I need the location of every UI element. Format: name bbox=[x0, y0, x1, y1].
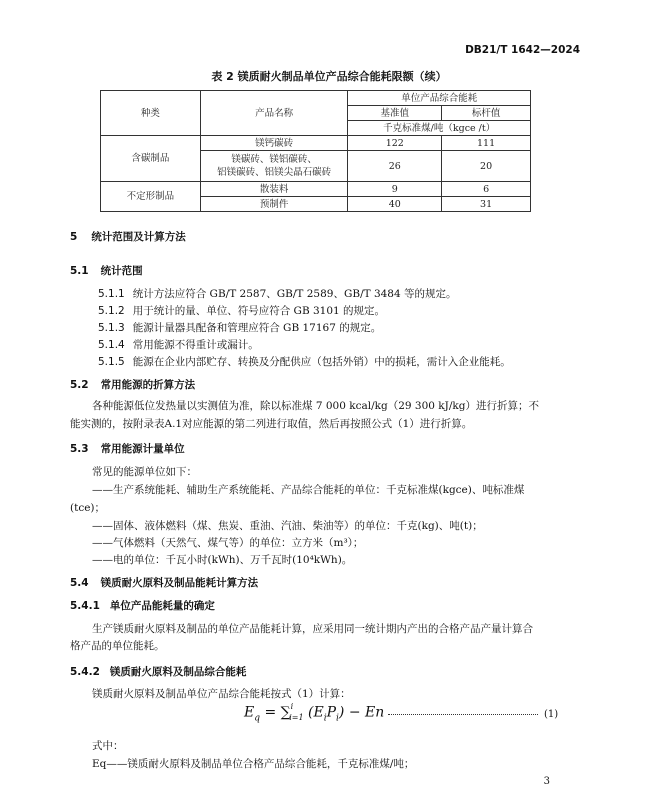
energy-formula: $E_q = \sum^i_{i=1}$ $(E_iP_i) - En$ bbox=[244, 702, 385, 724]
clause-5-1-4 bbox=[98, 337, 259, 352]
leader-dots bbox=[388, 714, 538, 715]
clause-text: 常用能源不得重计或漏计。 bbox=[132, 339, 259, 351]
section-number: 5 bbox=[70, 231, 78, 243]
section-title: 常用能源的折算方法 bbox=[100, 379, 196, 391]
clause-number: 5.1.5 bbox=[98, 356, 125, 368]
section-5-4-2-heading bbox=[70, 664, 246, 679]
section-number: 5.4.1 bbox=[70, 600, 100, 612]
advanced-value-cell: 111 bbox=[442, 136, 531, 151]
product-cell: 镁碳砖、镁铝碳砖、 铝镁碳砖、铝镁尖晶石碳砖 bbox=[200, 151, 348, 182]
energy-limit-table bbox=[100, 90, 531, 212]
base-value-cell: 40 bbox=[348, 197, 442, 212]
section-title: 常用能源计量单位 bbox=[100, 443, 185, 455]
list-item: ——生产系统能耗、辅助生产系统能耗、产品综合能耗的单位：千克标准煤(kgce)、吨标准煤 bbox=[92, 484, 525, 496]
header-base-value: 基准值 bbox=[348, 106, 442, 121]
clause-text: 统计方法应符合 GB/T 2587、GB/T 2589、GB/T 3484 等的规定。 bbox=[132, 288, 457, 300]
clause-number: 5.1.4 bbox=[98, 339, 125, 351]
clause-5-1-3 bbox=[98, 320, 381, 335]
header-energy-group: 单位产品综合能耗 bbox=[348, 91, 531, 106]
paragraph-line: 格产品的单位能耗。 bbox=[70, 640, 165, 652]
section-title: 单位产品能耗量的确定 bbox=[109, 600, 215, 612]
advanced-value-cell: 20 bbox=[442, 151, 531, 182]
section-number: 5.4.2 bbox=[70, 666, 100, 678]
paragraph-line: 能实测的，按附录表A.1对应能源的第二列进行取值，然后再按照公式（1）进行折算。 bbox=[70, 418, 473, 430]
section-number: 5.3 bbox=[70, 443, 89, 455]
clause-text: 能源计量器具配备和管理应符合 GB 17167 的规定。 bbox=[132, 322, 382, 334]
header-unit: 千克标准煤/吨（kgce /t） bbox=[348, 121, 531, 136]
list-item: ——固体、液体燃料（煤、焦炭、重油、汽油、柴油等）的单位：千克(kg)、吨(t)； bbox=[92, 520, 483, 532]
section-5-2-heading bbox=[70, 377, 195, 392]
header-advanced-value: 标杆值 bbox=[442, 106, 531, 121]
clause-number: 5.1.1 bbox=[98, 288, 125, 300]
base-value-cell: 26 bbox=[348, 151, 442, 182]
section-title: 镁质耐火原料及制品能耗计算方法 bbox=[100, 577, 259, 589]
clause-number: 5.1.2 bbox=[98, 305, 125, 317]
section-5-heading bbox=[70, 229, 186, 244]
clause-5-1-1 bbox=[98, 286, 457, 301]
product-cell: 预制件 bbox=[200, 197, 348, 212]
table-title: 表 2 镁质耐火制品单位产品综合能耗限额（续） bbox=[211, 70, 447, 83]
clause-text: 能源在企业内部贮存、转换及分配供应（包括外销）中的损耗，需计入企业能耗。 bbox=[132, 356, 511, 368]
base-value-cell: 122 bbox=[348, 136, 442, 151]
document-id: DB21/T 1642—2024 bbox=[465, 44, 580, 56]
header-category: 种类 bbox=[101, 91, 201, 136]
advanced-value-cell: 6 bbox=[442, 182, 531, 197]
list-item: ——电的单位：千瓦小时(kWh)、万千瓦时(10⁴kWh)。 bbox=[92, 554, 353, 566]
section-title: 统计范围及计算方法 bbox=[91, 231, 186, 243]
base-value-cell: 9 bbox=[348, 182, 442, 197]
advanced-value-cell: 31 bbox=[442, 197, 531, 212]
section-title: 统计范围 bbox=[100, 265, 143, 277]
category-cell: 不定形制品 bbox=[101, 182, 201, 212]
header-product: 产品名称 bbox=[200, 91, 348, 136]
category-cell: 含碳制品 bbox=[101, 136, 201, 182]
where-label: 式中： bbox=[92, 740, 124, 752]
section-5-4-1-heading bbox=[70, 598, 215, 613]
clause-5-1-5 bbox=[98, 354, 511, 369]
section-5-3-heading bbox=[70, 441, 185, 456]
formula-number: (1) bbox=[544, 709, 559, 720]
section-number: 5.4 bbox=[70, 577, 89, 589]
paragraph-line: 常见的能源单位如下： bbox=[92, 466, 197, 478]
paragraph-line: 生产镁质耐火原料及制品的单位产品能耗计算，应采用同一统计期内产出的合格产品产量计算合 bbox=[92, 623, 533, 635]
paragraph-line: 镁质耐火原料及制品单位产品综合能耗按式（1）计算： bbox=[92, 688, 351, 700]
clause-text: 用于统计的量、单位、符号应符合 GB 3101 的规定。 bbox=[132, 305, 386, 317]
section-number: 5.1 bbox=[70, 265, 89, 277]
clause-5-1-2 bbox=[98, 303, 385, 318]
product-cell: 镁钙碳砖 bbox=[200, 136, 348, 151]
list-item: ——气体燃料（天然气、煤气等）的单位：立方米（m³）； bbox=[92, 537, 364, 549]
section-number: 5.2 bbox=[70, 379, 89, 391]
clause-number: 5.1.3 bbox=[98, 322, 125, 334]
list-item-continuation: (tce)； bbox=[70, 502, 106, 514]
section-title: 镁质耐火原料及制品综合能耗 bbox=[109, 666, 247, 678]
section-5-1-heading bbox=[70, 263, 143, 278]
paragraph-line: 各种能源低位发热量以实测值为准，除以标准煤 7 000 kcal/kg（29 300 kJ/kg）进行折算；不 bbox=[92, 400, 539, 412]
page-number: 3 bbox=[543, 776, 550, 787]
variable-definition: Eq——镁质耐火原料及制品单位合格产品综合能耗，千克标准煤/吨； bbox=[92, 758, 415, 770]
product-cell: 散装料 bbox=[200, 182, 348, 197]
section-5-4-heading bbox=[70, 575, 258, 590]
